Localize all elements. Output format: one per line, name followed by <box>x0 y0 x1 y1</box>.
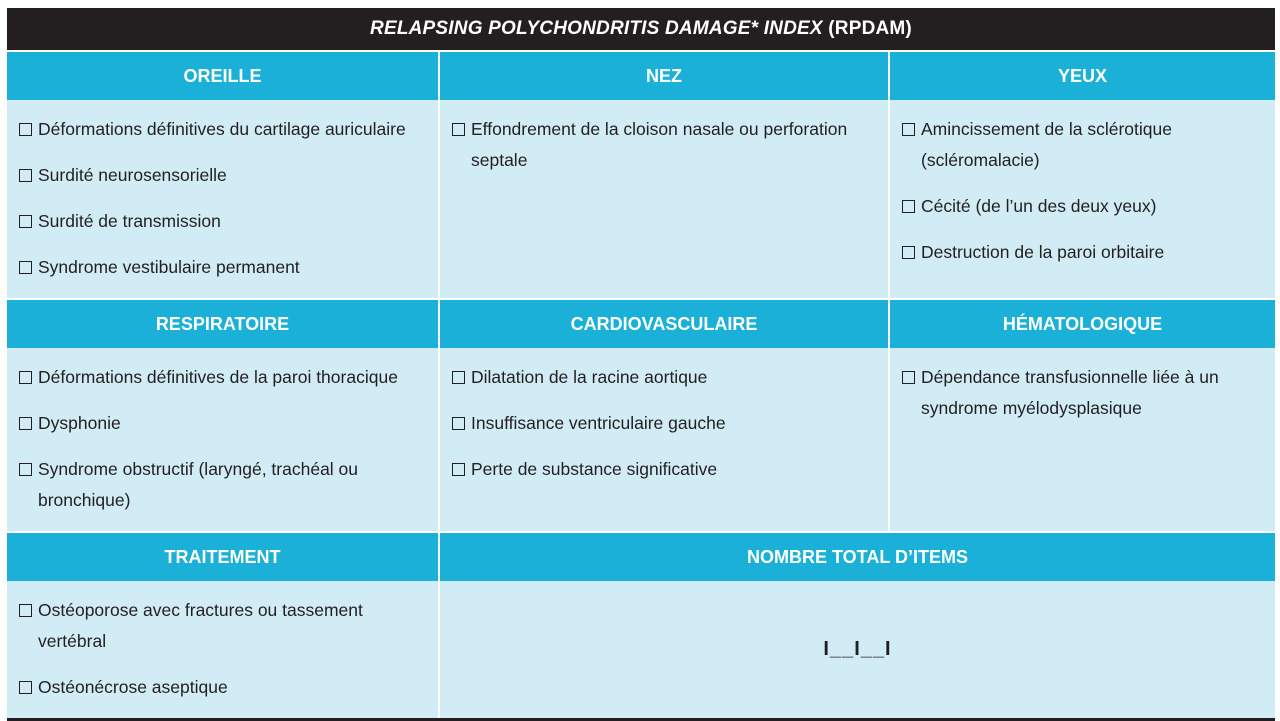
cell-oreille <box>7 100 439 299</box>
checkbox-icon[interactable] <box>452 371 465 384</box>
checklist-item-label: Destruction de la paroi orbitaire <box>921 242 1165 262</box>
checklist-item <box>452 362 882 393</box>
checkbox-icon[interactable] <box>902 123 915 136</box>
checklist-item-label: Déformations définitives de la paroi thoracique <box>38 367 398 387</box>
checkbox-icon[interactable] <box>452 417 465 430</box>
checkbox-icon[interactable] <box>19 463 32 476</box>
checklist-item <box>19 454 432 516</box>
checkbox-icon[interactable] <box>19 215 32 228</box>
header-respiratoire: RESPIRATOIRE <box>7 299 439 348</box>
checkbox-icon[interactable] <box>452 123 465 136</box>
checkbox-icon[interactable] <box>902 371 915 384</box>
header-hematologique: HÉMATOLOGIQUE <box>889 299 1275 348</box>
checklist-item <box>19 362 432 393</box>
cell-respiratoire <box>7 348 439 532</box>
checklist-item-label: Cécité (de l’un des deux yeux) <box>921 196 1157 216</box>
checkbox-icon[interactable] <box>902 200 915 213</box>
checklist-item <box>452 408 882 439</box>
list-oreille <box>7 100 438 283</box>
list-nez <box>440 100 888 176</box>
rpdam-table <box>7 8 1275 721</box>
checklist-item-label: Ostéonécrose aseptique <box>38 677 228 697</box>
table-title <box>7 8 1275 50</box>
checkbox-icon[interactable] <box>452 463 465 476</box>
checklist-item <box>452 454 882 485</box>
checklist-item-label: Syndrome obstructif (laryngé, trachéal ou bronchique) <box>38 459 359 510</box>
checklist-item <box>452 114 882 176</box>
cell-hematologique <box>889 348 1275 532</box>
checklist-item <box>902 362 1269 424</box>
checklist-item <box>902 114 1269 176</box>
checkbox-icon[interactable] <box>19 169 32 182</box>
checkbox-icon[interactable] <box>19 261 32 274</box>
checklist-item-label: Amincissement de la sclérotique (scléromalacie) <box>921 119 1172 170</box>
list-cardiovasculaire <box>440 348 888 485</box>
checklist-item <box>19 206 432 237</box>
checklist-item-label: Dysphonie <box>38 413 121 433</box>
cell-cardiovasculaire <box>439 348 889 532</box>
checkbox-icon[interactable] <box>19 417 32 430</box>
checkbox-icon[interactable] <box>19 371 32 384</box>
checklist-item-label: Effondrement de la cloison nasale ou perforation septale <box>471 119 848 170</box>
cell-traitement <box>7 581 439 718</box>
list-respiratoire <box>7 348 438 516</box>
checklist-item <box>19 160 432 191</box>
checklist-item-label: Perte de substance significative <box>471 459 718 479</box>
list-hematologique <box>890 348 1275 424</box>
checklist-item-label: Surdité neurosensorielle <box>38 165 227 185</box>
checklist-item <box>19 114 432 145</box>
checklist-item <box>902 237 1269 268</box>
checklist-item <box>19 672 432 703</box>
checklist-item-label: Insuffisance ventriculaire gauche <box>471 413 726 433</box>
header-traitement: TRAITEMENT <box>7 532 439 581</box>
checkbox-icon[interactable] <box>19 123 32 136</box>
checklist-item-label: Déformations définitives du cartilage auriculaire <box>38 119 406 139</box>
checklist-item <box>19 252 432 283</box>
checklist-item-label: Dilatation de la racine aortique <box>471 367 708 387</box>
list-yeux <box>890 100 1275 268</box>
checkbox-icon[interactable] <box>19 681 32 694</box>
total-count-field[interactable]: I__I__I <box>439 581 1275 718</box>
checklist-item <box>902 191 1269 222</box>
checkbox-icon[interactable] <box>902 246 915 259</box>
damage-index-grid <box>7 50 1275 718</box>
header-cardiovasculaire: CARDIOVASCULAIRE <box>439 299 889 348</box>
cell-nez <box>439 100 889 299</box>
header-total: NOMBRE TOTAL D’ITEMS <box>439 532 1275 581</box>
header-nez: NEZ <box>439 51 889 100</box>
table-title-abbrev: (RPDAM) <box>822 18 912 39</box>
checklist-item-label: Syndrome vestibulaire permanent <box>38 257 300 277</box>
checklist-item <box>19 595 432 657</box>
header-yeux: YEUX <box>889 51 1275 100</box>
checklist-item <box>19 408 432 439</box>
list-traitement <box>7 581 438 703</box>
table-title-italic: RELAPSING POLYCHONDRITIS DAMAGE* INDEX <box>370 18 823 39</box>
checkbox-icon[interactable] <box>19 604 32 617</box>
cell-yeux <box>889 100 1275 299</box>
header-oreille: OREILLE <box>7 51 439 100</box>
checklist-item-label: Surdité de transmission <box>38 211 221 231</box>
checklist-item-label: Ostéoporose avec fractures ou tassement vertébral <box>38 600 363 651</box>
checklist-item-label: Dépendance transfusionnelle liée à un syndrome myélodysplasique <box>921 367 1219 418</box>
